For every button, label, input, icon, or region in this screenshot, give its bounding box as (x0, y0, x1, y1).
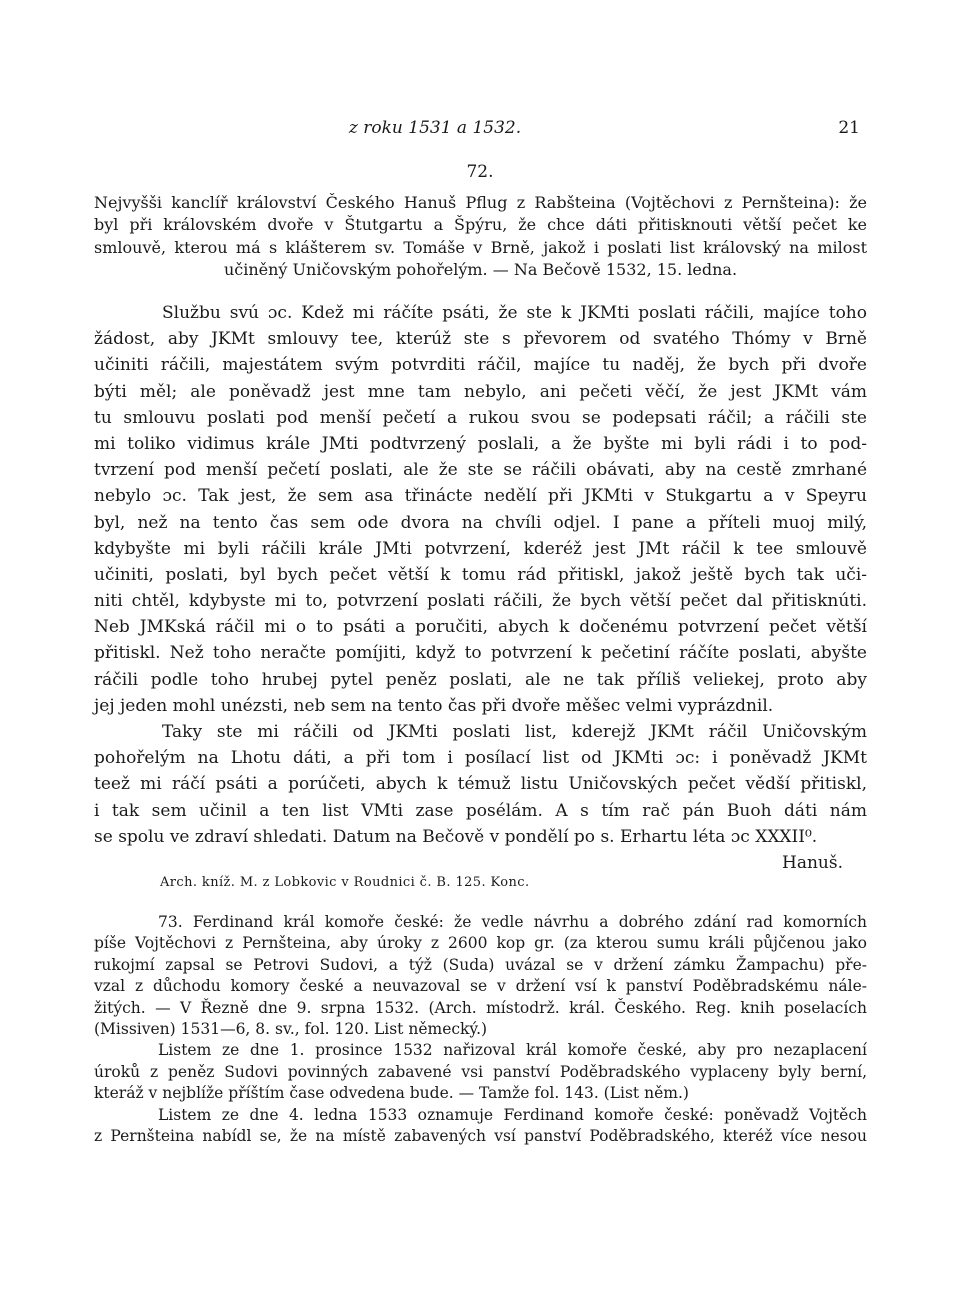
page-header (0, 118, 960, 140)
signature: Hanuš. (782, 852, 843, 873)
body-line: se spolu ve zdraví shledati. Datum na Bečově v pondělí po s. Erhartu léta ɔc XXXII⁰. (94, 826, 818, 847)
body-line: jej jeden mohl unézsti, neb sem na tento čas při dvoře měšec velmi vyprázdnil. (94, 695, 774, 716)
document-regest (94, 192, 867, 281)
body-line: byl, než na tento čas sem ode dvora na chvíli odjel. I pane a příteli muoj milý, (94, 512, 867, 533)
regest-line: učiněný Uničovským pohořelým. — Na Bečově 1532, 15. ledna. (223, 259, 738, 279)
body-line: teež mi ráčí psáti a porúčeti, abych k témuž listu Uničovských pečet vědší přitiskl, (94, 774, 867, 795)
regest-line: smlouvě, kterou má s klášterem sv. Tomáše v Brně, jakož i poslati list královský na milost (94, 237, 867, 257)
note-line: píše Vojtěchovi z Pernšteina, aby úroky z 2600 kop gr. (za kterou sumu králi půjčenou jako (94, 934, 867, 953)
note-line: úroků z peněz Sudovi povinných zabavené vsi panství Poděbradského vyplaceny byly berní, (94, 1062, 867, 1081)
body-line: tu smlouvu poslati pod menší pečetí a rukou svou se podepsati ráčil; a ráčili ste (94, 407, 867, 428)
page-number: 21 (838, 118, 860, 138)
body-line: kdybyšte mi byli ráčili krále JMti potvrzení, kderéž jest JMt ráčil k tee smlouvě (94, 538, 867, 559)
body-line: býti měl; ale poněvadž jest mne tam nebylo, ani pečeti věčí, že jest JKMt vám (94, 381, 867, 402)
body-line: mi toliko vidimus krále JMti podtvrzený poslali, a že byšte mi byli rádi i to pod- (94, 433, 867, 454)
regest-line: byl při královském dvoře v Štutgartu a Špýru, že chce dáti přitisknouti větší pečet ke (94, 215, 867, 235)
note-line: kteráž v nejblíže příštím čase odvedena bude. — Tamže fol. 143. (List něm.) (94, 1084, 689, 1103)
running-title: z roku 1531 a 1532. (348, 118, 522, 138)
body-line: nebylo ɔc. Tak jest, že sem asa třinácte nedělí při JKMti v Stukgartu a v Speyru (94, 486, 867, 507)
note-line: vzal z důchodu komory české a neuvazoval se v držení vsí k panství Poděbradskému nále- (94, 977, 867, 996)
note-line: Listem ze dne 1. prosince 1532 nařizoval král komoře české, aby pro nezaplacení (158, 1041, 867, 1060)
body-line: pohořelým na Lhotu dáti, a při tom i posílací list od JKMti ɔc: i poněvadž JKMt (94, 748, 867, 769)
body-line: žádost, aby JKMt smlouvy tee, kterúž ste s převorem od svatého Thómy v Brně (94, 329, 867, 350)
note-line: z Pernšteina nabídl se, že na místě zabavených vsí panství Poděbradského, kteréž více nesou (94, 1126, 867, 1145)
body-line: učiniti, poslati, byl bych pečet větší k tomu rád přitiskl, jakož ještě bych tak uči- (94, 564, 867, 585)
regest-line: Nejvyšši kanclíř království Českého Hanuš Pflug z Rabšteina (Vojtěchovi z Pernšteina): že (94, 193, 867, 212)
body-line: učiniti ráčili, majestátem svým potvrditi ráčil, majíce tu naděj, že bych při dvoře (94, 355, 867, 376)
note-line: 73. Ferdinand král komoře české: že vedle návrhu a dobrého zdání rad komorních (158, 913, 867, 931)
body-line: Službu svú ɔc. Kdež mi ráčíte psáti, že ste k JKMti poslati ráčili, majíce toho (162, 303, 867, 323)
body-line: ráčili podle toho hrubej pytel peněz poslati, ale ne tak příliš veliekej, proto aby (94, 669, 867, 690)
body-line: niti chtěl, kdybyste mi to, potvrzení poslati ráčili, že bych větší pečet dal přitisknúti. (94, 591, 867, 612)
note-line: (Missiven) 1531—6, 8. sv., fol. 120. List německý.) (94, 1019, 488, 1038)
body-line: přitiskl. Než toho neračte pomíjiti, když to potvrzení k pečetiní ráčíte poslati, abyšte (94, 643, 867, 664)
document-number: 72. (466, 162, 494, 182)
body-line: i tak sem učinil a ten list VMti zase posélám. A s tím rač pán Buoh dáti nám (94, 800, 867, 821)
note-line: žitých. — V Řezně dne 9. srpna 1532. (Arch. místodrž. král. Českého. Reg. knih poselacích (94, 998, 867, 1017)
body-line: Taky ste mi ráčili od JKMti poslati list, kderejž JKMt ráčil Uničovským (162, 722, 867, 742)
archive-reference: Arch. kníž. M. z Lobkovic v Roudnici č. B. 125. Konc. (160, 875, 530, 890)
body-line: Neb JMKská ráčil mi o to psáti a poručiti, abych k dočenému potvrzení pečet větší (94, 617, 867, 638)
note-line: Listem ze dne 4. ledna 1533 oznamuje Ferdinand komoře české: poněvadž Vojtěch (158, 1105, 867, 1124)
editorial-notes (94, 912, 867, 1147)
body-line: tvrzení pod menší pečetí poslati, ale že ste se ráčili obávati, aby na cestě zmrhané (94, 460, 867, 481)
note-line: rukojmí zapsal se Petrovi Sudovi, a týž (Suda) uvázal se v držení zámku Žampachu) pře- (94, 955, 867, 974)
document-body (94, 300, 867, 876)
